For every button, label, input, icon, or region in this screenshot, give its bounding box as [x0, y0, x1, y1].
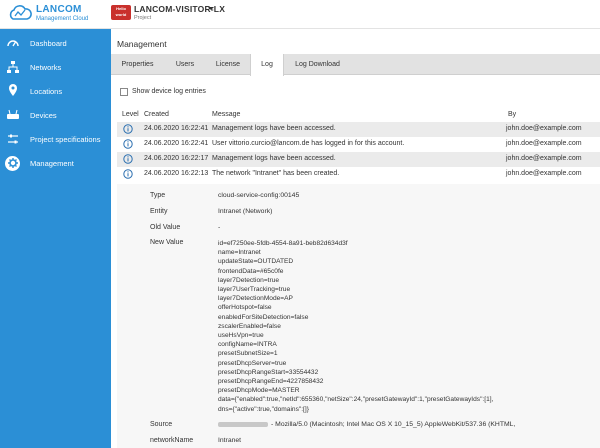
- cell-message: User vittorio.curcio@lancom.de has logged in for this account.: [212, 140, 405, 147]
- new-value-line: enabledForSiteDetection=false: [218, 313, 309, 321]
- new-value-line: useHsVpn=true: [218, 332, 264, 340]
- cell-by: john.doe@example.com: [506, 170, 582, 177]
- new-value-line: zscalerEnabled=false: [218, 322, 281, 330]
- top-header: [0, 0, 600, 29]
- tab-properties[interactable]: Properties: [121, 61, 154, 68]
- detail-network-name-value: Intranet: [218, 437, 242, 444]
- location-pin-icon: [6, 83, 20, 97]
- sliders-icon: [6, 132, 20, 146]
- detail-type-value: cloud-service-config:00145: [218, 192, 300, 199]
- sidebar-item-label: Networks: [30, 63, 62, 72]
- chevron-down-icon[interactable]: [208, 7, 214, 10]
- tab-users[interactable]: Users: [175, 61, 195, 68]
- detail-source-label: Source: [150, 421, 173, 428]
- sidebar-item-label: Management: [30, 159, 74, 168]
- cell-by: john.doe@example.com: [506, 140, 582, 147]
- table-row[interactable]: [117, 137, 600, 152]
- cell-message: Management logs have been accessed.: [212, 155, 336, 162]
- tab-license[interactable]: License: [215, 61, 241, 68]
- info-icon: [123, 169, 133, 179]
- log-entry-detail: [117, 184, 600, 448]
- info-icon: [123, 124, 133, 134]
- tab-log[interactable]: Log: [250, 54, 284, 76]
- project-label: Project: [134, 15, 152, 21]
- cell-message: Management logs have been accessed.: [212, 125, 336, 132]
- sidebar: [0, 29, 111, 448]
- info-icon: [123, 154, 133, 164]
- sidebar-item-devices[interactable]: [0, 103, 111, 127]
- detail-type-label: Type: [150, 192, 166, 199]
- brand-subtitle: Management Cloud: [36, 16, 89, 22]
- sidebar-item-label: Project specifications: [30, 135, 101, 144]
- show-device-log-label: Show device log entries: [132, 88, 206, 95]
- sidebar-item-networks[interactable]: [0, 55, 111, 79]
- detail-entity-label: Entity: [150, 208, 168, 215]
- detail-entity-value: Intranet (Network): [218, 208, 273, 215]
- column-header-message[interactable]: Message: [212, 111, 241, 118]
- brand-name: LANCOM: [36, 4, 82, 15]
- new-value-line: layer7UserTracking=true: [218, 286, 291, 294]
- detail-source-value: [218, 421, 515, 428]
- lancom-cloud-logo-icon: [8, 4, 32, 22]
- detail-new-value: [218, 239, 493, 414]
- source-user-agent: - Mozilla/5.0 (Macintosh; Intel Mac OS X 10_15_5) AppleWebKit/537.36 (KHTML,: [271, 421, 516, 428]
- new-value-line: presetSubnetSize=1: [218, 350, 278, 358]
- detail-network-name-label: networkName: [150, 437, 194, 444]
- cell-created: 24.06.2020 16:22:41: [144, 140, 209, 147]
- new-value-line: dns={"active":true,"domains":[]}: [218, 405, 309, 413]
- cell-by: john.doe@example.com: [506, 155, 582, 162]
- new-value-line: layer7DetectionMode=AP: [218, 295, 293, 303]
- detail-new-value-label: New Value: [150, 239, 184, 246]
- info-icon: [123, 139, 133, 149]
- column-header-created[interactable]: Created: [144, 111, 169, 118]
- new-value-line: name=Intranet: [218, 249, 261, 257]
- project-selector[interactable]: LANCOM-VISITOR-LX: [134, 4, 226, 14]
- cell-created: 24.06.2020 16:22:17: [144, 155, 209, 162]
- new-value-line: configName=INTRA: [218, 341, 277, 349]
- sidebar-item-label: Dashboard: [30, 39, 67, 48]
- new-value-line: id=ef7250ee-5fdb-4554-8a91-beb82d634d3f: [218, 240, 348, 247]
- page-title: Management: [117, 39, 167, 49]
- devices-icon: [6, 108, 20, 122]
- table-row[interactable]: [117, 122, 600, 137]
- sidebar-item-label: Locations: [30, 87, 63, 96]
- project-badge: Hello world: [111, 5, 131, 20]
- sidebar-item-dashboard[interactable]: [0, 31, 111, 55]
- sidebar-item-label: Devices: [30, 111, 57, 120]
- new-value-line: presetDhcpMode=MASTER: [218, 387, 300, 395]
- new-value-line: layer7Detection=true: [218, 276, 280, 284]
- column-header-by[interactable]: By: [508, 111, 517, 118]
- cell-created: 24.06.2020 16:22:13: [144, 170, 209, 177]
- new-value-line: updateState=OUTDATED: [218, 258, 294, 266]
- new-value-line: presetDhcpServer=true: [218, 359, 287, 367]
- show-device-log-checkbox[interactable]: [120, 88, 128, 96]
- tab-log-download[interactable]: Log Download: [295, 61, 340, 68]
- new-value-line: frontendData=#65c0fe: [218, 267, 284, 275]
- brand[interactable]: [36, 5, 88, 23]
- new-value-line: presetDhcpRangeEnd=4227858432: [218, 378, 324, 386]
- gear-icon: [6, 156, 20, 170]
- main-content: [111, 29, 600, 448]
- new-value-line: presetDhcpRangeStart=33554432: [218, 368, 319, 376]
- dashboard-icon: [6, 36, 20, 50]
- cell-by: john.doe@example.com: [506, 125, 582, 132]
- detail-old-value-label: Old Value: [150, 224, 181, 231]
- sidebar-item-locations[interactable]: [0, 79, 111, 103]
- new-value-line: data={"enabled":true,"netId":655360,"netSize":24,"presetGatewayId":1,"presetGatewayIds":[1],: [218, 396, 494, 404]
- detail-old-value: -: [218, 224, 221, 231]
- tab-bar: [111, 54, 600, 75]
- cell-message: The network "Intranet" has been created.: [212, 170, 340, 177]
- table-row[interactable]: [117, 167, 600, 182]
- networks-icon: [6, 60, 20, 74]
- sidebar-item-management[interactable]: [0, 151, 111, 175]
- cell-created: 24.06.2020 16:22:41: [144, 125, 209, 132]
- table-row[interactable]: [117, 152, 600, 167]
- column-header-level[interactable]: Level: [122, 111, 139, 118]
- new-value-line: offerHotspot=false: [218, 304, 272, 312]
- sidebar-item-project-specifications[interactable]: [0, 127, 111, 151]
- redacted-ip: [218, 422, 268, 427]
